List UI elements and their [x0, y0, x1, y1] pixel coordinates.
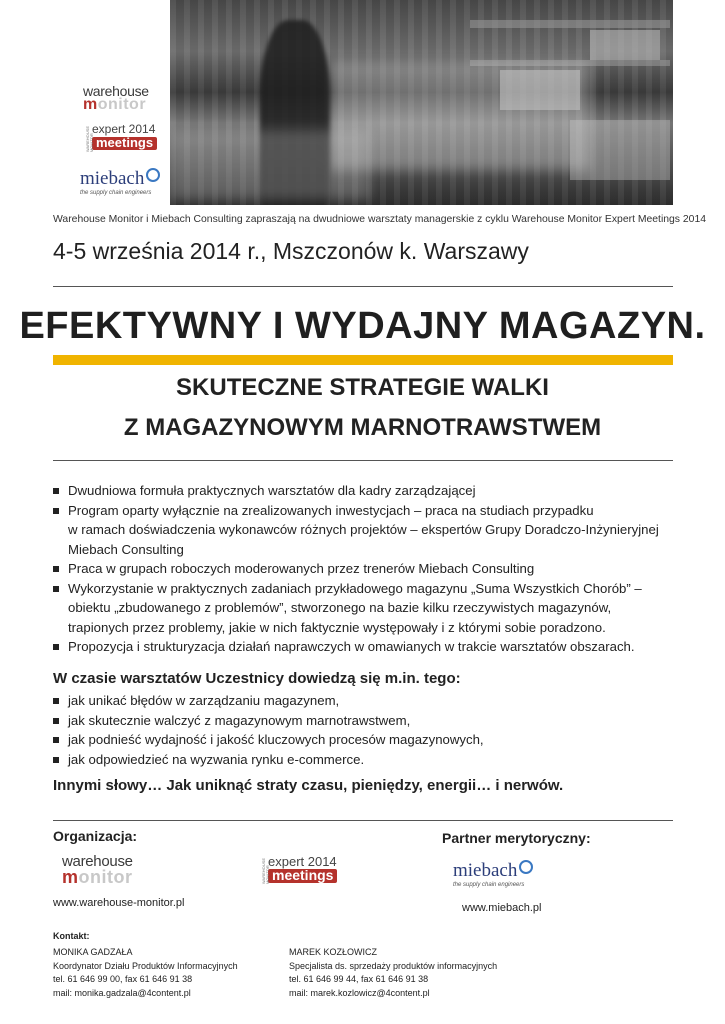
organization-label: Organizacja:: [53, 828, 138, 844]
list-item: Wykorzystanie w praktycznych zadaniach przykładowego magazynu „Suma Wszystkich Chorób” – obiektu „zbudowanego z problemów”, stworzonego na bazie kilku rzeczywistych magazynów, trapionych przez problemy, jakie w nich faktycznie występowały i z którymi sobie poradzono.: [53, 579, 683, 638]
expert-meetings-logo: WAREHOUSE MONITOR expert 2014 meetings: [261, 854, 337, 885]
bullet-square-icon: [53, 644, 59, 650]
contact-label: Kontakt:: [53, 931, 90, 941]
miebach-logo: miebach the supply chain engineers: [453, 860, 533, 888]
invitation-text: Warehouse Monitor i Miebach Consulting zapraszają na dwudniowe warsztaty managerskie z cyklu Warehouse Monitor Expert Meetings 2014: [53, 214, 707, 225]
miebach-circle-icon: [519, 860, 533, 874]
event-dates: 4-5 września 2014 r., Mszczonów k. Warszawy: [53, 238, 529, 264]
bullet-square-icon: [53, 737, 59, 743]
bullet-square-icon: [53, 566, 59, 572]
list-item: jak odpowiedzieć na wyzwania rynku e-commerce.: [53, 750, 683, 770]
feature-list: [53, 481, 683, 657]
partner-label: Partner merytoryczny:: [442, 830, 591, 846]
closing-line: Innymi słowy… Jak uniknąć straty czasu, pieniędzy, energii… i nerwów.: [53, 777, 564, 794]
learn-heading: W czasie warsztatów Uczestnicy dowiedzą się m.in. tego:: [53, 670, 461, 687]
miebach-circle-icon: [146, 168, 160, 182]
bullet-square-icon: [53, 586, 59, 592]
contact-name: MONIKA GADZAŁA: [53, 947, 133, 957]
bullet-square-icon: [53, 698, 59, 704]
warehouse-monitor-logo: warehouse monitor: [83, 83, 149, 113]
list-item: jak unikać błędów w zarządzaniu magazynem,: [53, 691, 683, 711]
bullet-square-icon: [53, 508, 59, 514]
list-item: Program oparty wyłącznie na zrealizowanych inwestycjach – praca na studiach przypadku w ramach doświadczenia wykonawców różnych projektów – ekspertów Grupy Doradczo-Inżynieryjnej Miebach Consulting: [53, 501, 683, 560]
divider: [53, 286, 673, 287]
list-item: jak skutecznie walczyć z magazynowym marnotrawstwem,: [53, 711, 683, 731]
list-item: Praca w grupach roboczych moderowanych przez trenerów Miebach Consulting: [53, 559, 683, 579]
contact-role: Specjalista ds. sprzedaży produktów informacyjnych: [289, 960, 498, 971]
contact-phone: tel. 61 646 99 00, fax 61 646 91 38: [53, 974, 193, 984]
accent-bar: [53, 355, 673, 365]
header-warehouse-photo: [170, 0, 673, 205]
divider: [53, 460, 673, 461]
subtitle-line-1: SKUTECZNE STRATEGIE WALKI: [176, 374, 549, 401]
list-item: Propozycja i strukturyzacja działań naprawczych w omawianych w trakcie warsztatów obszarach.: [53, 637, 683, 657]
contact-phone: tel. 61 646 99 44, fax 61 646 91 38: [289, 974, 429, 984]
list-item: jak podnieść wydajność i jakość kluczowych procesów magazynowych,: [53, 730, 683, 750]
bullet-square-icon: [53, 718, 59, 724]
contact-card-2: [289, 946, 497, 1000]
list-item: Dwudniowa formuła praktycznych warsztatów dla kadry zarządzającej: [53, 481, 683, 501]
contact-email[interactable]: mail: monika.gadzala@4content.pl: [53, 987, 191, 998]
bullet-square-icon: [53, 488, 59, 494]
contact-name: MAREK KOZŁOWICZ: [289, 947, 378, 957]
page-title: EFEKTYWNY I WYDAJNY MAGAZYN.: [19, 305, 706, 347]
bullet-square-icon: [53, 757, 59, 763]
warehouse-monitor-logo: warehouse monitor: [62, 853, 133, 887]
miebach-link[interactable]: www.miebach.pl: [462, 902, 542, 914]
learn-list: [53, 691, 683, 769]
contact-card-1: [53, 946, 238, 1000]
subtitle-line-2: Z MAGAZYNOWYM MARNOTRAWSTWEM: [123, 414, 602, 441]
contact-role: Koordynator Działu Produktów Informacyjnych: [53, 960, 238, 971]
expert-meetings-logo: WAREHOUSE MONITOR expert 2014 meetings: [85, 122, 156, 153]
warehouse-monitor-link[interactable]: www.warehouse-monitor.pl: [53, 897, 185, 909]
miebach-logo: miebach the supply chain engineers: [80, 168, 160, 196]
contact-email[interactable]: mail: marek.kozlowicz@4content.pl: [289, 987, 430, 998]
divider: [53, 820, 673, 821]
